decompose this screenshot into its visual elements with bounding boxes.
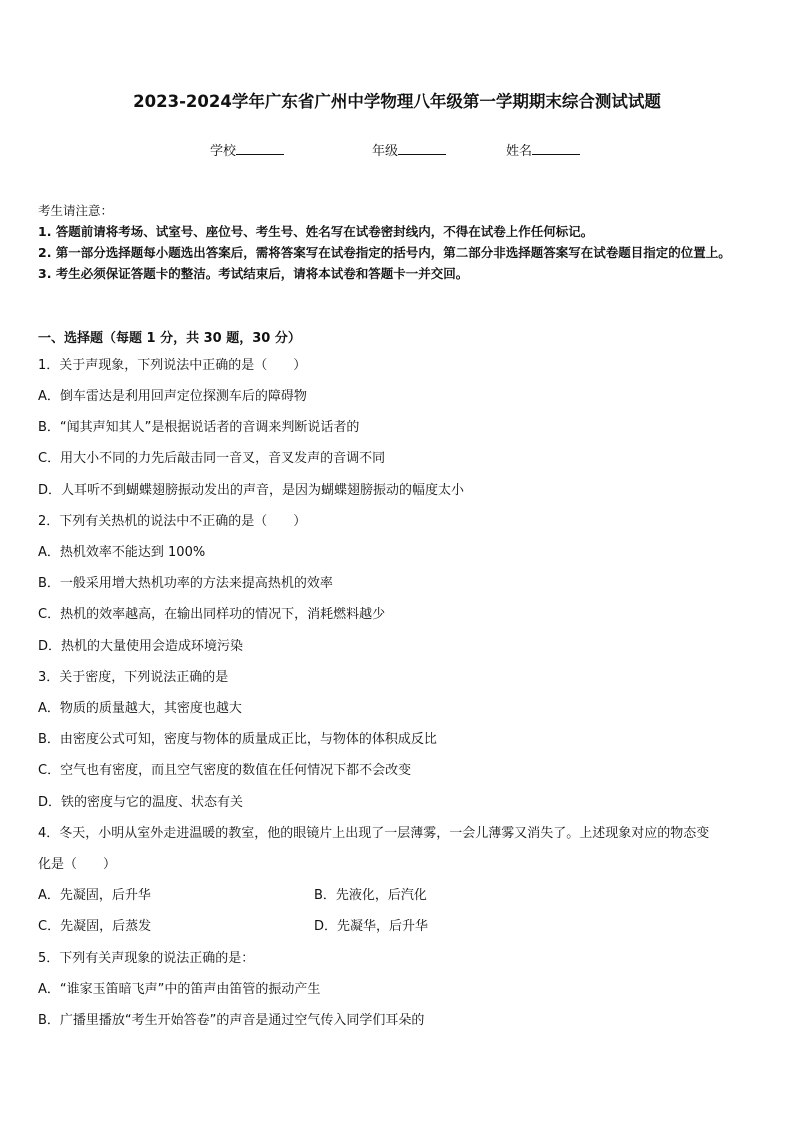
question-option: A．热机效率不能达到 100% [38, 545, 206, 560]
question-option: A．倒车雷达是利用回声定位探测车后的障碍物 [38, 389, 307, 404]
question-option: D．先凝华，后升华 [314, 919, 429, 934]
name-field[interactable] [506, 140, 580, 159]
question-option: D．铁的密度与它的温度、状态有关 [38, 795, 244, 810]
question-option: A．先凝固，后升华 [38, 888, 151, 903]
question-option: B．先液化，后汽化 [314, 888, 427, 903]
question-option: B．由密度公式可知，密度与物体的质量成正比，与物体的体积成反比 [38, 732, 437, 747]
notice-head: 考生请注意： [38, 203, 114, 218]
question-option: C．空气也有密度，而且空气密度的数值在任何情况下都不会改变 [38, 763, 412, 778]
grade-field[interactable] [372, 140, 446, 159]
question-option: D．热机的大量使用会造成环境污染 [38, 639, 244, 654]
question-option: A．“谁家玉笛暗飞声”中的笛声由笛管的振动产生 [38, 982, 321, 997]
school-label: 学校 [210, 144, 237, 159]
question-option: B．“闻其声知其人”是根据说话者的音调来判断说话者的 [38, 420, 360, 435]
question-stem: 1．关于声现象，下列说法中正确的是（ ） [38, 358, 307, 373]
notice-item: 3. 考生必须保证答题卡的整洁。考试结束后，请将本试卷和答题卡一并交回。 [38, 266, 469, 281]
question-option: B．一般采用增大热机功率的方法来提高热机的效率 [38, 576, 333, 591]
question-stem: 2．下列有关热机的说法中不正确的是（ ） [38, 514, 307, 529]
question-option: B．广播里播放“考生开始答卷”的声音是通过空气传入同学们耳朵的 [38, 1013, 425, 1028]
question-stem: 3．关于密度，下列说法正确的是 [38, 670, 229, 685]
section-heading: 一、选择题（每题 1 分，共 30 题，30 分） [38, 331, 301, 346]
question-stem: 4．冬天，小明从室外走进温暖的教室，他的眼镜片上出现了一层薄雾，一会儿薄雾又消失了。上述现象对应的物态变 [38, 826, 710, 841]
grade-blank[interactable] [398, 142, 446, 155]
question-stem: 5．下列有关声现象的说法正确的是： [38, 951, 255, 966]
question-option: D．人耳听不到蝴蝶翅膀振动发出的声音，是因为蝴蝶翅膀振动的幅度太小 [38, 483, 465, 498]
school-field[interactable] [210, 140, 284, 159]
grade-label: 年级 [372, 144, 399, 159]
name-label: 姓名 [506, 144, 533, 159]
question-option: C．热机的效率越高，在输出同样功的情况下，消耗燃料越少 [38, 607, 386, 622]
notice-item: 1. 答题前请将考场、试室号、座位号、考生号、姓名写在试卷密封线内，不得在试卷上作任何标记。 [38, 224, 594, 239]
question-option: C．用大小不同的力先后敲击同一音叉，音叉发声的音调不同 [38, 451, 386, 466]
exam-notice [38, 200, 762, 284]
notice-item: 2. 第一部分选择题每小题选出答案后，需将答案写在试卷指定的括号内，第二部分非选择题答案写在试卷题目指定的位置上。 [38, 245, 731, 260]
question-stem: 化是（ ） [38, 857, 117, 872]
name-blank[interactable] [532, 142, 580, 155]
exam-title: 2023-2024学年广东省广州中学物理八年级第一学期期末综合测试试题 [133, 92, 661, 111]
question-option: A．物质的质量越大，其密度也越大 [38, 701, 242, 716]
question-option: C．先凝固，后蒸发 [38, 919, 152, 934]
school-blank[interactable] [236, 142, 284, 155]
